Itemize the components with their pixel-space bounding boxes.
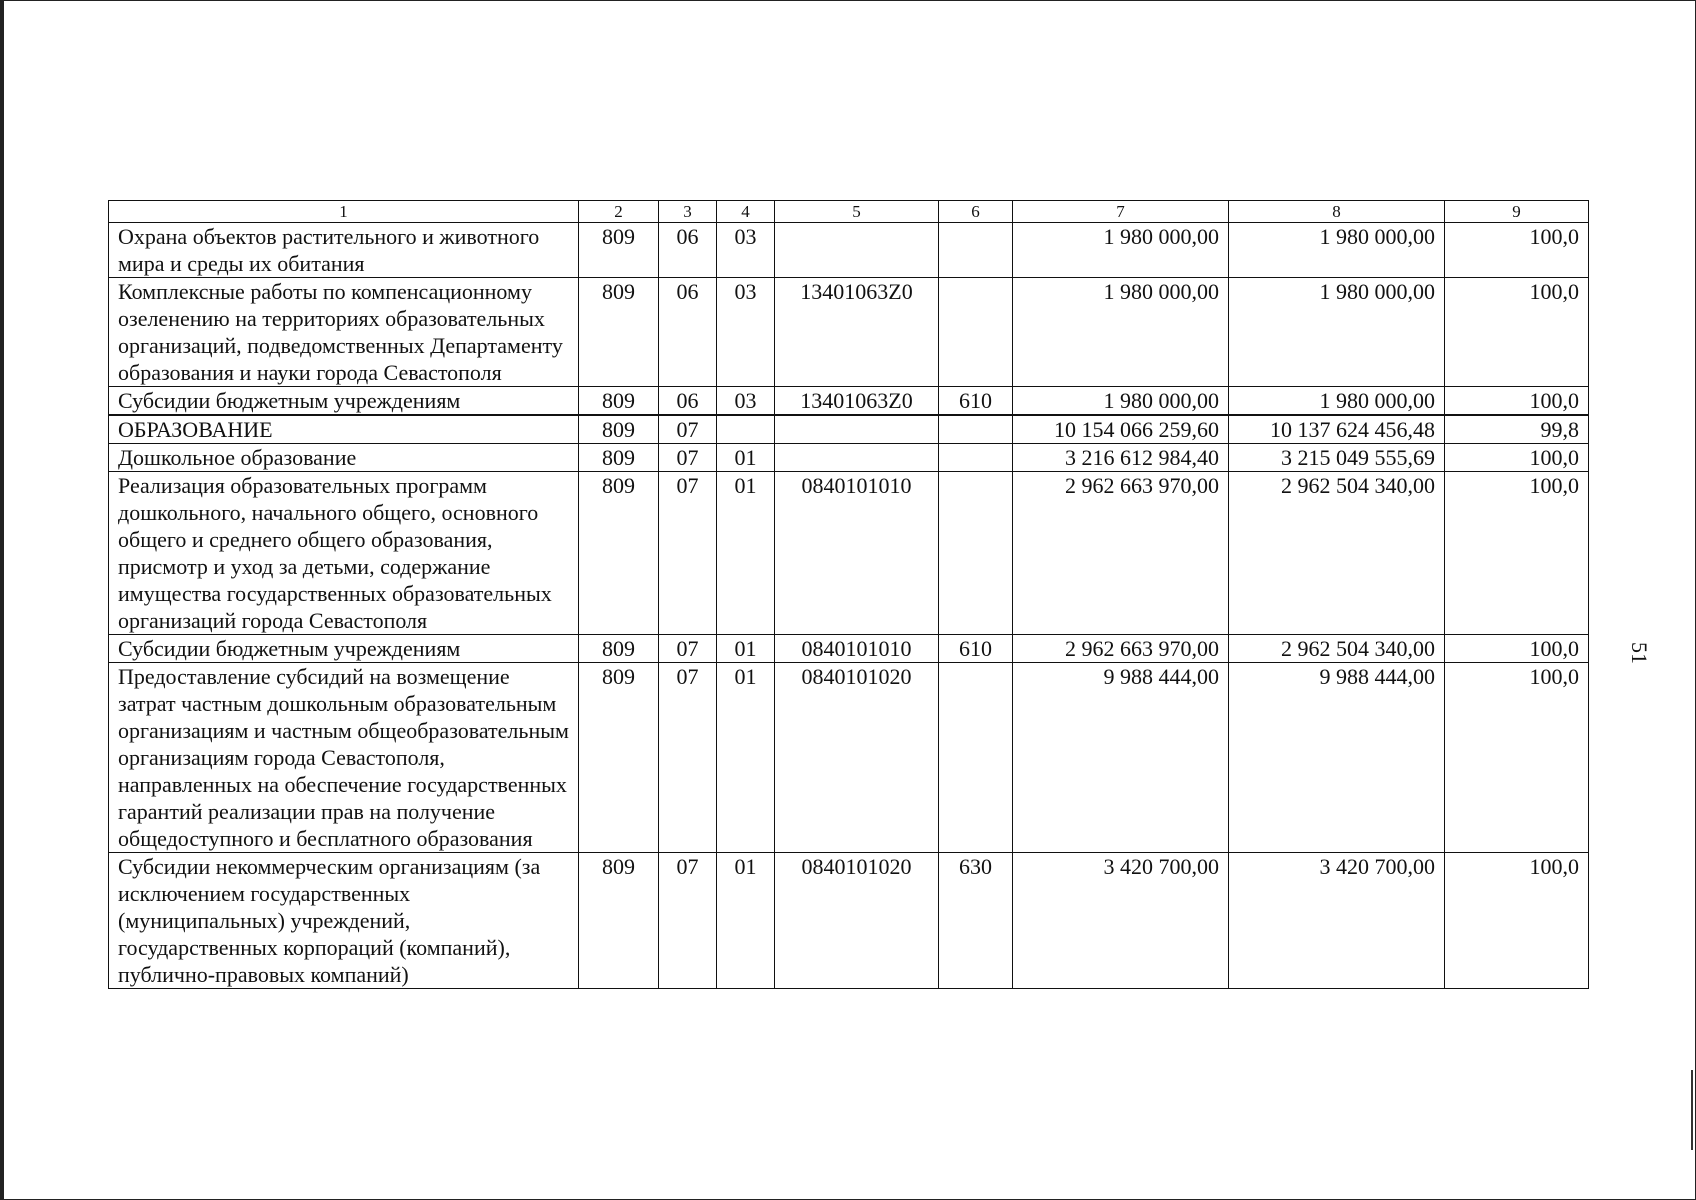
cell-actual: 2 962 504 340,00 [1229, 635, 1445, 663]
cell-section: 07 [659, 415, 717, 444]
cell-subsection: 01 [717, 444, 775, 472]
cell-actual: 1 980 000,00 [1229, 278, 1445, 387]
column-header: 1 [109, 201, 579, 223]
cell-target-article: 0840101010 [775, 635, 939, 663]
cell-plan: 9 988 444,00 [1013, 663, 1229, 853]
cell-plan: 3 216 612 984,40 [1013, 444, 1229, 472]
cell-expense-type [939, 472, 1013, 635]
cell-expense-type [939, 663, 1013, 853]
cell-subsection: 03 [717, 278, 775, 387]
row-name: Охрана объектов растительного и животного мира и среды их обитания [109, 223, 579, 278]
cell-section: 06 [659, 387, 717, 416]
cell-section: 07 [659, 853, 717, 989]
table-row [109, 415, 1589, 444]
cell-target-article [775, 444, 939, 472]
cell-plan: 10 154 066 259,60 [1013, 415, 1229, 444]
cell-target-article: 0840101020 [775, 663, 939, 853]
column-header: 3 [659, 201, 717, 223]
table-row [109, 278, 1589, 387]
cell-target-article: 0840101010 [775, 472, 939, 635]
cell-subsection: 01 [717, 472, 775, 635]
cell-actual: 9 988 444,00 [1229, 663, 1445, 853]
row-name: Предоставление субсидий на возмещение затрат частным дошкольным образовательным организациям и частным общеобразовательным организациям города Севастополя, направленных на обеспечение государственных гарантий реализации прав на получение общедоступного и бесплатного образования [109, 663, 579, 853]
cell-percent: 100,0 [1445, 853, 1589, 989]
page-number: 51 [1627, 642, 1652, 664]
table-row [109, 635, 1589, 663]
cell-section: 07 [659, 635, 717, 663]
cell-admin-code: 809 [579, 415, 659, 444]
cell-admin-code: 809 [579, 444, 659, 472]
table-row [109, 387, 1589, 416]
row-name: Субсидии бюджетным учреждениям [109, 387, 579, 416]
table-row [109, 853, 1589, 989]
cell-percent: 99,8 [1445, 415, 1589, 444]
cell-percent: 100,0 [1445, 472, 1589, 635]
cell-target-article: 13401063Z0 [775, 387, 939, 416]
cell-admin-code: 809 [579, 223, 659, 278]
cell-percent: 100,0 [1445, 635, 1589, 663]
budget-table [108, 200, 1589, 989]
cell-section: 06 [659, 278, 717, 387]
cell-admin-code: 809 [579, 635, 659, 663]
column-header: 4 [717, 201, 775, 223]
cell-section: 07 [659, 472, 717, 635]
table-row [109, 663, 1589, 853]
cell-expense-type [939, 223, 1013, 278]
cell-plan: 2 962 663 970,00 [1013, 635, 1229, 663]
table-row [109, 444, 1589, 472]
row-name: Субсидии бюджетным учреждениям [109, 635, 579, 663]
cell-expense-type [939, 415, 1013, 444]
cell-subsection: 01 [717, 853, 775, 989]
cell-subsection: 03 [717, 387, 775, 416]
column-header: 2 [579, 201, 659, 223]
cell-percent: 100,0 [1445, 444, 1589, 472]
cell-target-article [775, 415, 939, 444]
cell-subsection [717, 415, 775, 444]
row-name: ОБРАЗОВАНИЕ [109, 415, 579, 444]
column-header: 7 [1013, 201, 1229, 223]
row-name: Реализация образовательных программ дошкольного, начального общего, основного общего и среднего общего образования, присмотр и уход за детьми, содержание имущества государственных образовательных организаций города Севастополя [109, 472, 579, 635]
cell-expense-type: 610 [939, 387, 1013, 416]
cell-percent: 100,0 [1445, 663, 1589, 853]
cell-expense-type: 610 [939, 635, 1013, 663]
cell-section: 07 [659, 444, 717, 472]
cell-expense-type [939, 278, 1013, 387]
scan-edge [0, 0, 4, 1200]
table-row [109, 472, 1589, 635]
cell-plan: 1 980 000,00 [1013, 278, 1229, 387]
table-row [109, 223, 1589, 278]
column-header: 8 [1229, 201, 1445, 223]
row-name: Комплексные работы по компенсационному озеленению на территориях образовательных организаций, подведомственных Департаменту образования и науки города Севастополя [109, 278, 579, 387]
column-header: 9 [1445, 201, 1589, 223]
cell-percent: 100,0 [1445, 387, 1589, 416]
cell-plan: 1 980 000,00 [1013, 223, 1229, 278]
cell-actual: 10 137 624 456,48 [1229, 415, 1445, 444]
cell-plan: 3 420 700,00 [1013, 853, 1229, 989]
cell-expense-type: 630 [939, 853, 1013, 989]
cell-plan: 2 962 663 970,00 [1013, 472, 1229, 635]
cell-target-article [775, 223, 939, 278]
row-name: Дошкольное образование [109, 444, 579, 472]
cell-admin-code: 809 [579, 387, 659, 416]
cell-section: 07 [659, 663, 717, 853]
cell-percent: 100,0 [1445, 223, 1589, 278]
cell-admin-code: 809 [579, 472, 659, 635]
scan-mark [1691, 1070, 1693, 1150]
row-name: Субсидии некоммерческим организациям (за исключением государственных (муниципальных) учреждений, государственных корпораций (компаний), публично-правовых компаний) [109, 853, 579, 989]
cell-admin-code: 809 [579, 853, 659, 989]
cell-actual: 2 962 504 340,00 [1229, 472, 1445, 635]
column-number-row [109, 201, 1589, 223]
cell-subsection: 01 [717, 663, 775, 853]
cell-section: 06 [659, 223, 717, 278]
cell-subsection: 03 [717, 223, 775, 278]
cell-target-article: 13401063Z0 [775, 278, 939, 387]
cell-actual: 1 980 000,00 [1229, 223, 1445, 278]
cell-admin-code: 809 [579, 663, 659, 853]
cell-actual: 3 420 700,00 [1229, 853, 1445, 989]
column-header: 6 [939, 201, 1013, 223]
cell-plan: 1 980 000,00 [1013, 387, 1229, 416]
cell-percent: 100,0 [1445, 278, 1589, 387]
cell-target-article: 0840101020 [775, 853, 939, 989]
column-header: 5 [775, 201, 939, 223]
cell-actual: 1 980 000,00 [1229, 387, 1445, 416]
cell-actual: 3 215 049 555,69 [1229, 444, 1445, 472]
cell-expense-type [939, 444, 1013, 472]
cell-subsection: 01 [717, 635, 775, 663]
cell-admin-code: 809 [579, 278, 659, 387]
